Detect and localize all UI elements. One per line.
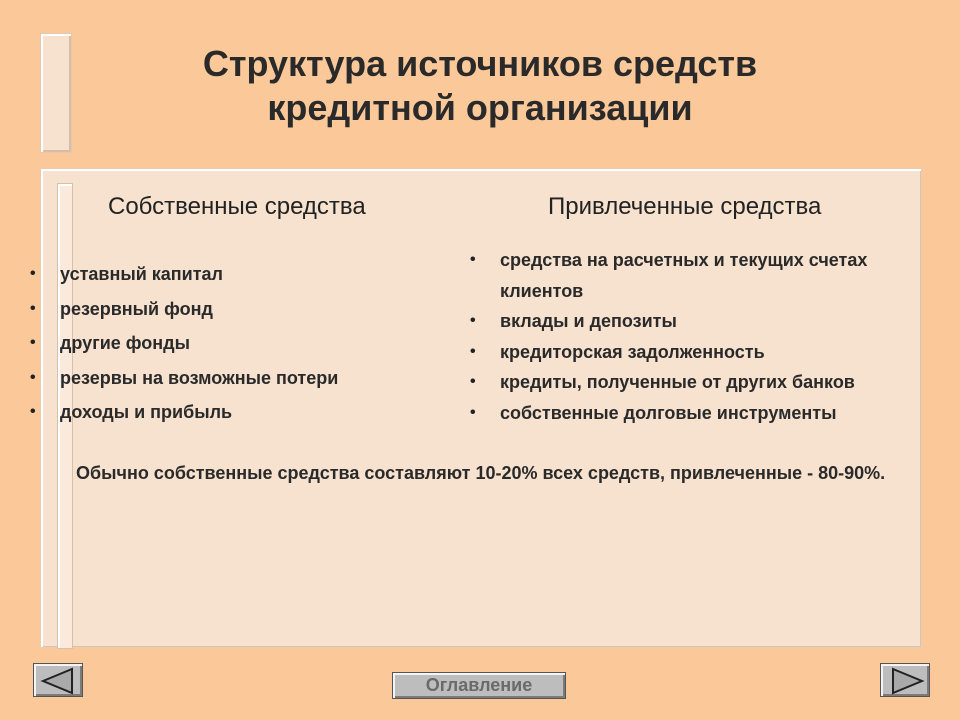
share-note: Обычно собственные средства составляют 10-20% всех средств, привлеченные - 80-90%. <box>76 463 886 483</box>
title-line-1: Структура источников средств <box>202 43 758 84</box>
list-item: • кредиты, полученные от других банков <box>470 367 940 398</box>
table-of-contents-button[interactable]: Оглавление <box>392 672 566 699</box>
previous-slide-button[interactable] <box>33 663 83 697</box>
list-item: • кредиторская задолженность <box>470 337 940 368</box>
list-item: • резервы на возможные потери <box>30 361 430 396</box>
list-item: • уставный капитал <box>30 257 430 292</box>
list-item: • вклады и депозиты <box>470 306 940 337</box>
list-item: • собственные долговые инструменты <box>470 398 940 429</box>
list-item: • резервный фонд <box>30 292 430 327</box>
list-item: • другие фонды <box>30 326 430 361</box>
page-title <box>100 42 860 130</box>
own-funds-list <box>30 257 430 430</box>
list-item: • средства на расчетных и текущих счетах клиентов <box>470 245 940 306</box>
borrowed-funds-list <box>470 245 940 428</box>
triangle-right-icon <box>881 664 931 698</box>
own-funds-heading: Собственные средства <box>108 193 366 220</box>
list-item: • доходы и прибыль <box>30 395 430 430</box>
triangle-left-icon <box>34 664 84 698</box>
title-line-2: кредитной организации <box>267 87 693 128</box>
title-decor-strip <box>40 33 72 153</box>
next-slide-button[interactable] <box>880 663 930 697</box>
borrowed-funds-heading: Привлеченные средства <box>548 193 822 220</box>
